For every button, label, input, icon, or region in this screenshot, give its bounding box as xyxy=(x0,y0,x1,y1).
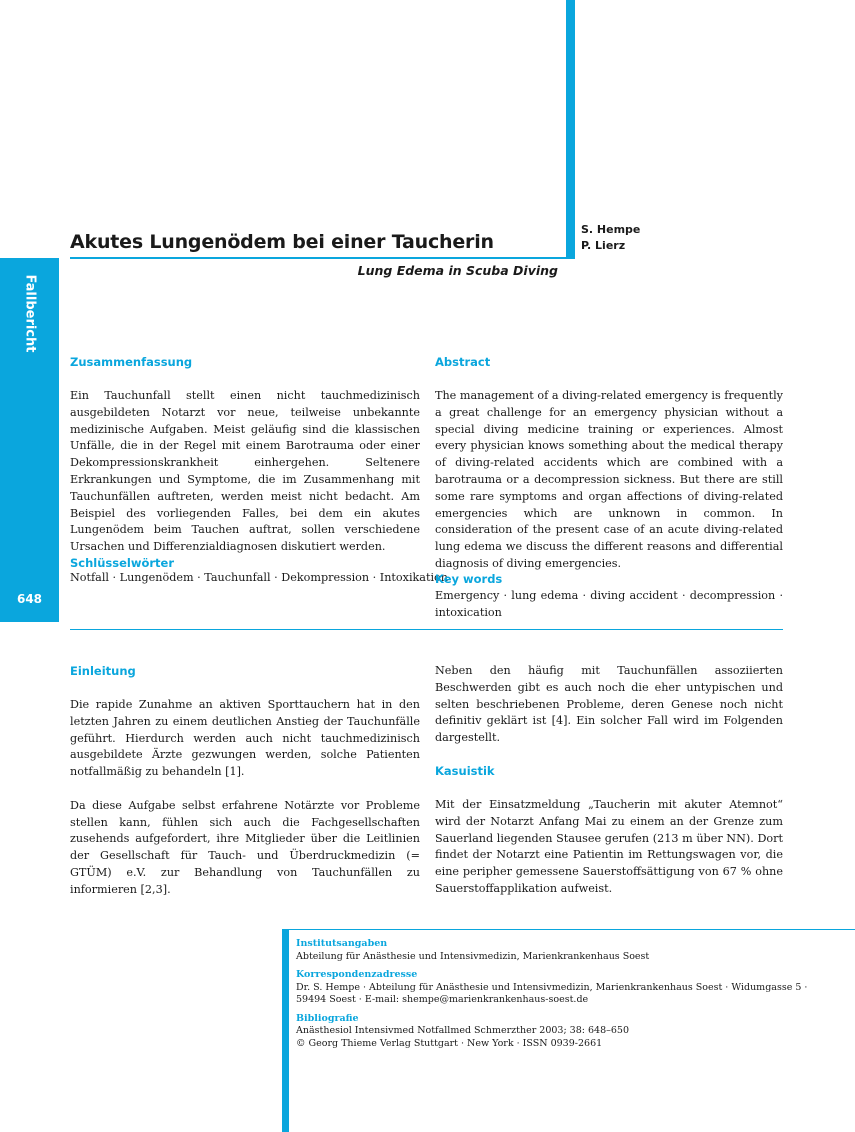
abstract-de-text: Ein Tauchunfall stellt einen nicht tauchmedizinisch ausgebildeten Notarzt vor neue, teilweise unbekannte medizinische Aufgaben. Meist geläufig sind die klassischen Unfälle, die in der Regel mit einem Barotrauma oder einer Dekompressionskrankheit einhergehen. Seltenere Erkrankungen und Symptome, die im Zusammenhang mit Tauchunfällen auftreten, werden meist nicht bedacht. Am Beispiel des vorliegenden Falles, bei dem ein akutes Lungenödem beim Tauchen auftrat, sollen verschiedene Ursachen und Differenzialdiagnosen diskutiert werden. xyxy=(70,389,420,554)
abstract-en-heading: Abstract xyxy=(435,355,491,369)
paragraph: Da diese Aufgabe selbst erfahrene Notärzte vor Probleme stellen kann, fühlen sich auch die Fachgesellschaften zusehends aufgefordert, ihre Mitglieder über die Leitlinien der Gesellschaft für Tauch- und Überdruckmedizin (= GTÜM) e.V. zur Behandlung von Tauchunfällen zu informieren [2,3]. xyxy=(70,798,420,896)
correspondence-line: 59494 Soest · E-mail: shempe@marienkrankenhaus-soest.de xyxy=(296,994,589,1005)
bibliography-line: © Georg Thieme Verlag Stuttgart · New York · ISSN 0939-2661 xyxy=(296,1037,603,1049)
case-report-heading: Kasuistik xyxy=(435,764,495,778)
category-label: Fallbericht xyxy=(22,274,37,352)
author-list xyxy=(581,222,640,254)
bibliography-heading: Bibliografie xyxy=(296,1012,359,1024)
institute-group xyxy=(296,938,816,963)
abstract-divider xyxy=(70,629,783,630)
institute-text: Abteilung für Anästhesie und Intensivmedizin, Marienkrankenhaus Soest xyxy=(296,950,650,962)
author-name: P. Lierz xyxy=(581,239,626,252)
abstract-de-heading: Zusammenfassung xyxy=(70,355,193,369)
introduction-body xyxy=(70,697,420,899)
abstract-en-text: The management of a diving-related emergency is frequently a great challenge for an emergency physician without a special diving medicine training or experiences. Almost every physician knows something about the medical therapy of diving-related accidents which are combined with a barotrauma or a decompression sickness. But there are still some rare symptoms and organ affections of diving-related emergencies which are unknown in common. In consideration of the present case of an acute diving-related lung edema we discuss the different reasons and differential diagnosis of diving emergencies. xyxy=(435,389,783,570)
bibliography-group xyxy=(296,1013,816,1051)
article-title: Akutes Lungenödem bei einer Taucherin xyxy=(70,231,494,253)
article-subtitle: Lung Edema in Scuba Diving xyxy=(357,263,558,278)
institute-heading: Institutsangaben xyxy=(296,938,388,949)
paragraph: Die rapide Zunahme an aktiven Sporttauchern hat in den letzten Jahren zu einem deutlichen Anstieg der Tauchunfälle geführt. Hierdurch werden auch nicht tauchmedizinisch ausgebildete Ärzte gezwungen werden, solche Patienten notfallmäßig zu behandeln [1]. xyxy=(70,698,420,779)
title-underline xyxy=(70,257,575,259)
author-name: S. Hempe xyxy=(581,223,641,236)
keywords-en-heading: Key words xyxy=(435,572,503,586)
introduction-heading: Einleitung xyxy=(70,664,136,678)
introduction-continuation: Neben den häufig mit Tauchunfällen assoziierten Beschwerden gibt es auch noch die eher untypischen und selten beschriebenen Probleme, deren Genese noch nicht definitiv geklärt ist [4]. Ein solcher Fall wird im Folgenden dargestellt. xyxy=(435,664,783,745)
correspondence-group xyxy=(296,969,816,1007)
info-accent-bar xyxy=(282,929,289,1132)
article-info-block xyxy=(296,938,816,1056)
correspondence-heading: Korrespondenzadresse xyxy=(296,969,418,980)
info-top-rule xyxy=(282,929,855,930)
case-report-body: Mit der Einsatzmeldung „Taucherin mit akuter Atemnot“ wird der Notarzt Anfang Mai zu einem an der Grenze zum Sauerland liegenden Stausee gerufen (213 m über NN). Dort findet der Notarzt eine Patientin im Rettungswagen vor, die eine peripher gemessene Sauerstoffsättigung von 67 % ohne Sauerstoffapplikation aufweist. xyxy=(435,798,783,895)
keywords-en-text: Emergency · lung edema · diving accident · decompression · intoxication xyxy=(435,589,783,619)
keywords-de-text: Notfall · Lungenödem · Tauchunfall · Dekompression · Intoxikation xyxy=(70,571,448,584)
side-tab-label-wrap xyxy=(0,258,59,368)
bibliography-line: Anästhesiol Intensivmed Notfallmed Schmerzther 2003; 38: 648–650 xyxy=(296,1025,630,1036)
correspondence-line: Dr. S. Hempe · Abteilung für Anästhesie und Intensivmedizin, Marienkrankenhaus Soest · Widumgasse 5 · xyxy=(296,981,808,993)
page-number: 648 xyxy=(16,592,43,606)
keywords-de-heading: Schlüsselwörter xyxy=(70,556,175,570)
top-accent-bar xyxy=(566,0,575,258)
